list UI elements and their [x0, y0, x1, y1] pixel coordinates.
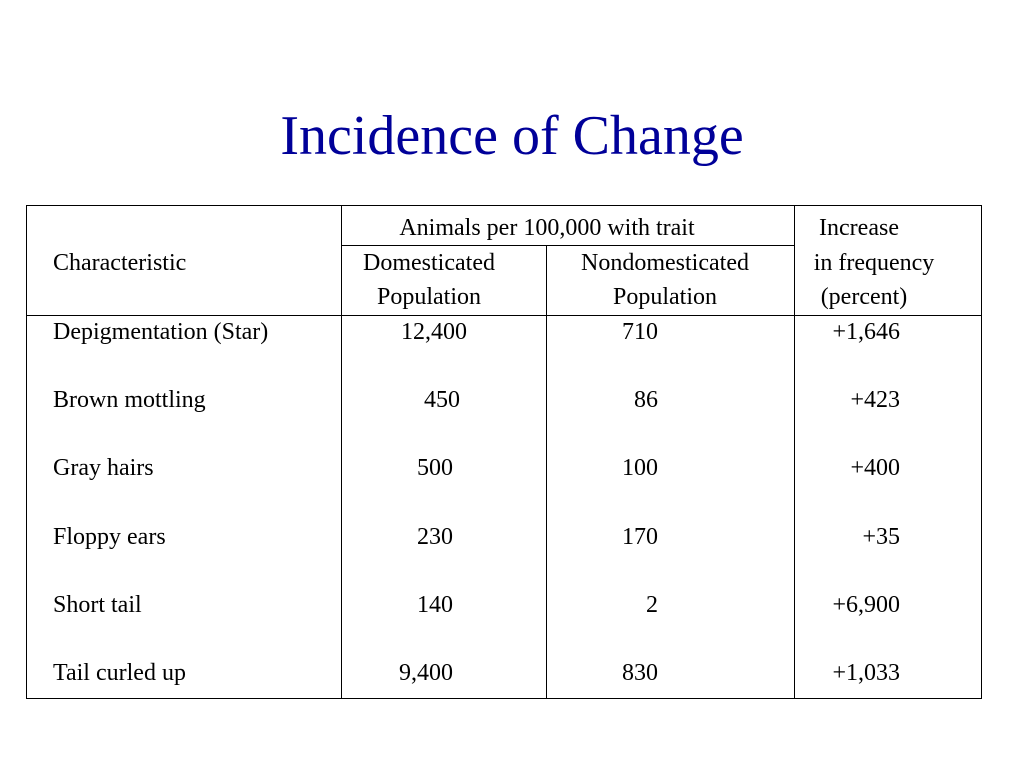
row-3-characteristic: Gray hairs	[53, 455, 154, 481]
row-5-increase: +6,900	[832, 592, 900, 618]
row-2-nondomesticated: 86	[634, 387, 658, 413]
row-3-nondomesticated: 100	[622, 455, 658, 481]
header-nondomesticated-line2: Population	[612, 284, 717, 310]
row-4-characteristic: Floppy ears	[53, 524, 166, 550]
header-increase-line1: Increase	[819, 215, 899, 241]
row-6-nondomesticated: 830	[622, 660, 658, 686]
row-4-domesticated: 230	[417, 524, 453, 550]
row-1-characteristic: Depigmentation (Star)	[53, 319, 269, 345]
row-4-nondomesticated: 170	[622, 524, 658, 550]
row-5-domesticated: 140	[417, 592, 453, 618]
row-2-increase: +423	[850, 387, 900, 413]
row-2-domesticated: 450	[424, 387, 460, 413]
row-1-increase: +1,646	[832, 319, 900, 345]
row-6-increase: +1,033	[832, 660, 900, 686]
row-5-characteristic: Short tail	[53, 592, 142, 618]
row-3-increase: +400	[850, 455, 900, 481]
row-1-domesticated: 12,400	[401, 319, 467, 345]
row-5-nondomesticated: 2	[646, 592, 658, 618]
header-increase-line3: (percent)	[820, 284, 908, 310]
header-domesticated-line1: Domesticated	[363, 250, 495, 276]
header-group-label: Animals per 100,000 with trait	[399, 215, 695, 241]
row-4-increase: +35	[862, 524, 900, 550]
header-nondomesticated-line1: Nondomesticated	[581, 250, 749, 276]
row-2-characteristic: Brown mottling	[53, 387, 206, 413]
row-6-domesticated: 9,400	[399, 660, 453, 686]
slide-title: Incidence of Change	[280, 105, 744, 167]
row-3-domesticated: 500	[417, 455, 453, 481]
header-characteristic: Characteristic	[53, 250, 187, 276]
header-domesticated-line2: Population	[376, 284, 481, 310]
row-6-characteristic: Tail curled up	[53, 660, 186, 686]
header-increase-line2: in frequency	[813, 250, 935, 276]
row-1-nondomesticated: 710	[622, 319, 658, 345]
